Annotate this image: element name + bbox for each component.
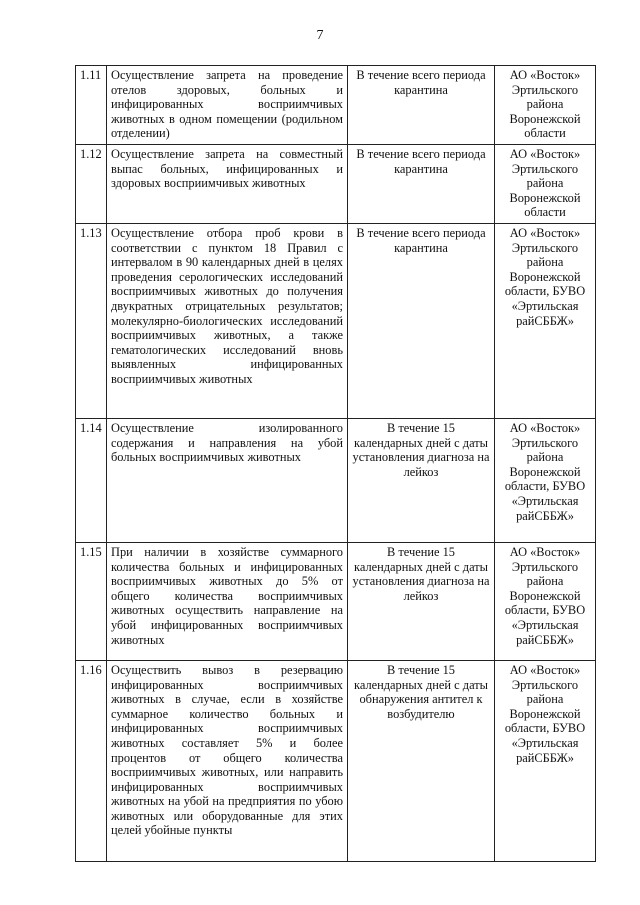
measure-text: Осуществление изолированного содержания и направления на убой больных восприимчивых животных: [107, 418, 348, 542]
executor-text: АО «Восток» Эртильского района Воронежской области, БУВО «Эртильская райСББЖ»: [495, 660, 596, 861]
row-number: 1.11: [76, 66, 107, 145]
term-text: В течение 15 календарных дней с даты установления диагноза на лейкоз: [348, 542, 495, 660]
measure-text: Осуществление отбора проб крови в соответствии с пунктом 18 Правил с интервалом в 90 календарных дней в целях проведения серологических исследований восприимчивых животных до получения двукратных отрицательных результатов; молекулярно-биологических исследований восприимчивых животных, а также гематологических исследований вновь выявленных инфицированных восприимчивых животных: [107, 223, 348, 418]
term-text: В течение всего периода карантина: [348, 223, 495, 418]
row-number: 1.13: [76, 223, 107, 418]
measure-text: Осуществление запрета на проведение отелов здоровых, больных и инфицированных восприимчивых животных в одном помещении (родильном отделении): [107, 66, 348, 145]
executor-text: АО «Восток» Эртильского района Воронежской области, БУВО «Эртильская райСББЖ»: [495, 223, 596, 418]
row-number: 1.15: [76, 542, 107, 660]
term-text: В течение всего периода карантина: [348, 66, 495, 145]
executor-text: АО «Восток» Эртильского района Воронежской области, БУВО «Эртильская райСББЖ»: [495, 542, 596, 660]
row-number: 1.16: [76, 660, 107, 861]
page-number: 7: [316, 28, 324, 43]
table-row: [76, 660, 596, 861]
measure-text: Осуществить вывоз в резервацию инфицированных восприимчивых животных в случае, если в хозяйстве суммарное количество больных и инфицированных восприимчивых животных составляет 5% и более процентов от общего количества восприимчивых животных, или направить инфицированных восприимчивых животных на убой на предприятия по убою животных или оборудованные для этих целей убойные пункты: [107, 660, 348, 861]
term-text: В течение 15 календарных дней с даты обнаружения антител к возбудителю: [348, 660, 495, 861]
executor-text: АО «Восток» Эртильского района Воронежской области: [495, 144, 596, 223]
executor-text: АО «Восток» Эртильского района Воронежской области, БУВО «Эртильская райСББЖ»: [495, 418, 596, 542]
row-number: 1.14: [76, 418, 107, 542]
measures-table: [75, 65, 596, 862]
table-row: [76, 144, 596, 223]
table-row: [76, 66, 596, 145]
row-number: 1.12: [76, 144, 107, 223]
measure-text: Осуществление запрета на совместный выпас больных, инфицированных и здоровых восприимчивых животных: [107, 144, 348, 223]
term-text: В течение всего периода карантина: [348, 144, 495, 223]
table-row: [76, 223, 596, 418]
executor-text: АО «Восток» Эртильского района Воронежской области: [495, 66, 596, 145]
table-row: [76, 542, 596, 660]
measure-text: При наличии в хозяйстве суммарного количества больных и инфицированных восприимчивых животных до 5% от общего количества восприимчивых животных осуществить направление на убой инфицированных восприимчивых животных: [107, 542, 348, 660]
table-row: [76, 418, 596, 542]
term-text: В течение 15 календарных дней с даты установления диагноза на лейкоз: [348, 418, 495, 542]
